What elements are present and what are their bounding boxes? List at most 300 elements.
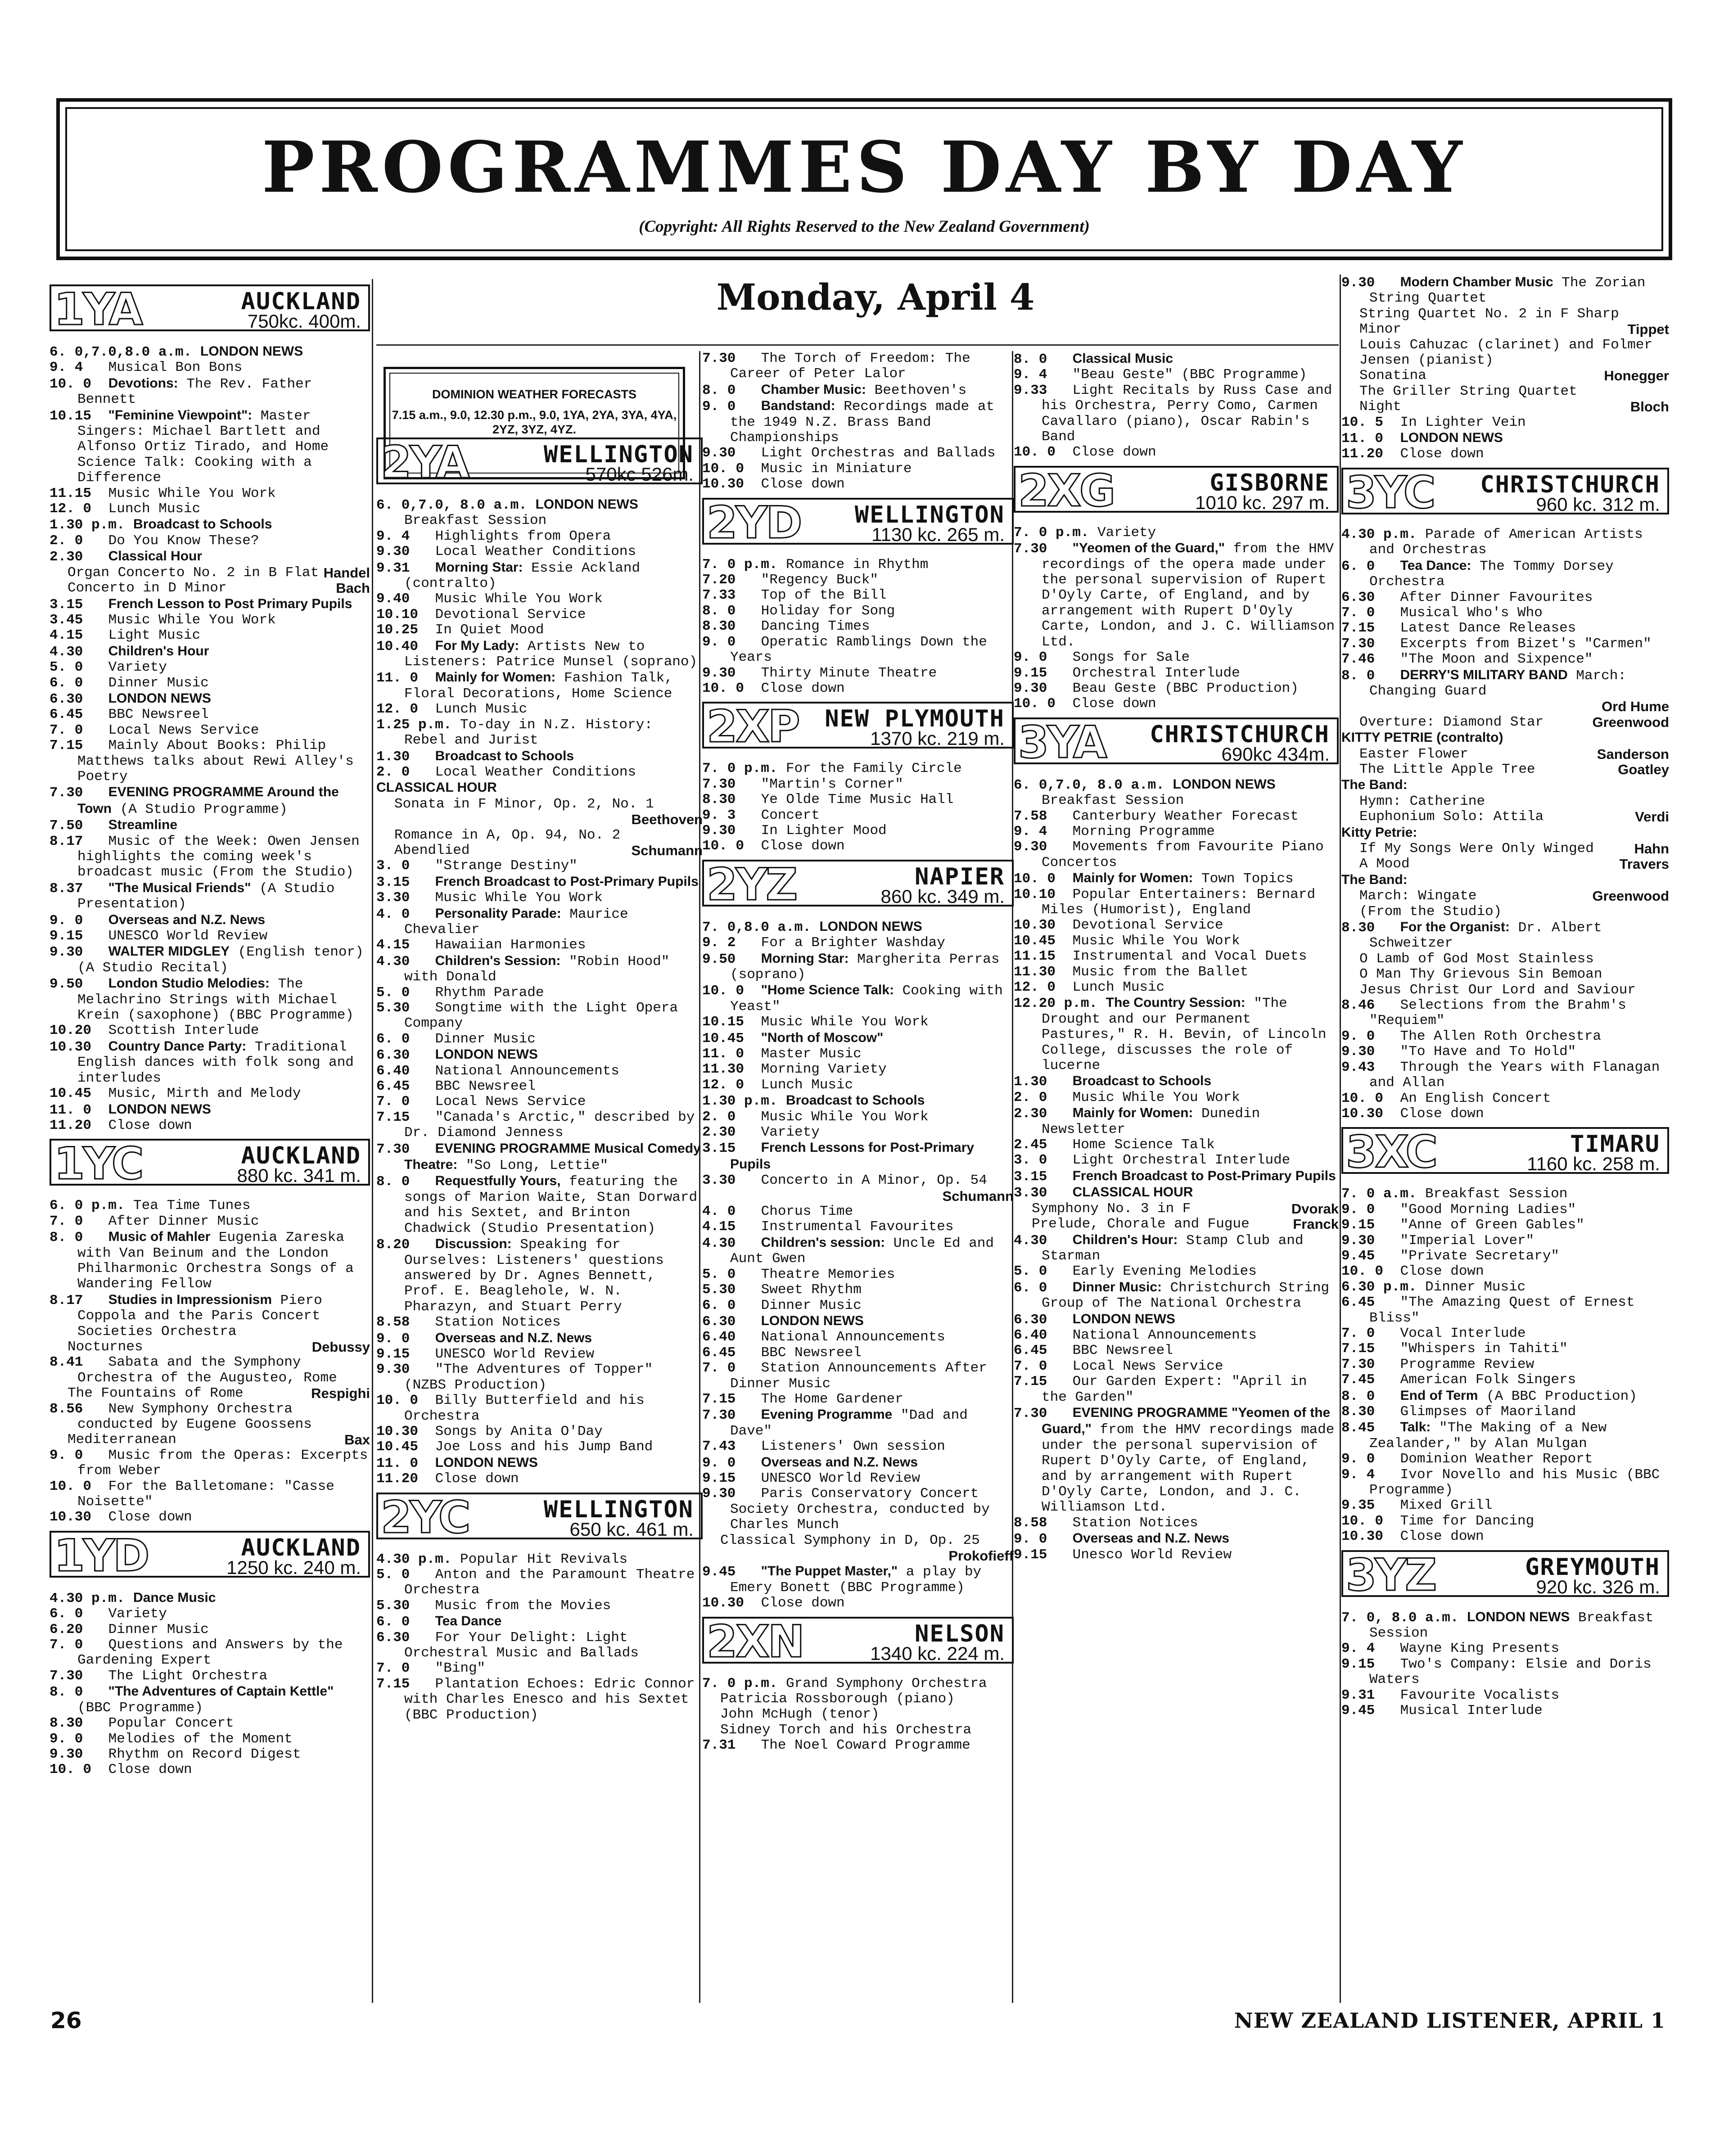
- programme-detail: [376, 828, 703, 859]
- programme-time: 8. 0: [1341, 668, 1375, 684]
- programme-entry: [1014, 934, 1339, 949]
- station-call-sign: 2YC: [381, 1492, 469, 1543]
- programme-title: DERRY'S MILITARY BAND: [1400, 667, 1568, 682]
- programme-text: For Your Delight: Light Orchestral Music and Ballads: [404, 1629, 639, 1661]
- programme-entry: [50, 1448, 370, 1479]
- programme-text: Concerto in A Minor, Op. 54: [761, 1173, 987, 1189]
- programme-time: 8. 0: [702, 382, 736, 398]
- programme-text: Music While You Work: [435, 591, 603, 607]
- programme-time: 8.30: [702, 618, 736, 635]
- programme-entry: [1341, 730, 1669, 746]
- programme-title: "The Puppet Master,": [761, 1564, 898, 1579]
- programme-text: Dinner Music: [435, 1031, 536, 1047]
- programme-entry: [50, 1086, 370, 1101]
- programme-text: Dinner Music: [108, 1621, 209, 1637]
- programme-entry: [376, 1001, 703, 1032]
- programme-entry: [376, 607, 703, 622]
- programme-entry: [376, 1455, 703, 1471]
- station-city: GISBORNE: [1209, 469, 1330, 496]
- programme-text: Cooking with Yeast": [730, 983, 1003, 1015]
- programme-text: Ivor Novello and his Music (BBC Programme): [1369, 1466, 1660, 1498]
- station-header: [1341, 466, 1669, 518]
- programme-time: 2.30: [702, 1124, 736, 1141]
- programme-time: 9. 4: [376, 528, 410, 544]
- programme-entry: [376, 1141, 703, 1174]
- programme-time: 7. 0: [50, 1637, 83, 1653]
- programme-entry: [702, 1676, 1014, 1691]
- programme-text: Music While You Work: [435, 890, 603, 906]
- detail-text: Concerto in D Minor: [68, 580, 227, 596]
- programme-title: Classical Hour: [108, 549, 203, 564]
- programme-entry: [702, 1093, 1014, 1109]
- programme-time: 8. 0: [50, 1684, 83, 1700]
- programme-entry: [50, 723, 370, 738]
- programme-entry: [50, 644, 370, 660]
- programme-text: "To Have and To Hold": [1400, 1044, 1576, 1060]
- programme-time: 10. 0: [1014, 444, 1056, 460]
- composer-name: Goatley: [1618, 761, 1669, 777]
- programme-title: LONDON NEWS: [761, 1313, 864, 1328]
- programme-entry: [1014, 1153, 1339, 1168]
- programme-entry: [50, 929, 370, 944]
- programme-entry: [702, 351, 1014, 382]
- programme-time: 4.30 p.m.: [50, 1590, 125, 1606]
- programme-text: Musical Who's Who: [1400, 604, 1543, 621]
- programme-entry: [376, 1064, 703, 1079]
- programme-text: Musical Bon Bons: [108, 360, 243, 376]
- column-rule: [372, 279, 373, 2003]
- programme-entry: [1341, 1420, 1669, 1452]
- programme-detail: [1341, 368, 1669, 383]
- programme-entry: [1014, 1328, 1339, 1343]
- programme-time: 4.30: [1014, 1232, 1047, 1249]
- programme-time: 7. 0, 8.0 a.m.: [1341, 1610, 1459, 1626]
- programme-detail: [1341, 809, 1669, 825]
- programme-title: LONDON NEWS: [435, 1455, 538, 1470]
- programme-time: 8. 0: [1341, 1388, 1375, 1404]
- programme-detail: [702, 1707, 1014, 1722]
- programme-text: Morning Programme: [1072, 823, 1215, 839]
- programme-entry: [376, 622, 703, 638]
- programme-text: Songs by Anita O'Day: [435, 1423, 603, 1439]
- programme-title: Chamber Music:: [761, 382, 866, 397]
- programme-title: Personality Parade:: [435, 906, 561, 921]
- programme-time: 6. 0: [702, 1297, 736, 1313]
- detail-text: Symphony No. 3 in F: [1032, 1200, 1191, 1217]
- programme-entry: [1014, 1516, 1339, 1531]
- programme-time: 6.30: [702, 1313, 736, 1330]
- programme-entry: [1014, 1531, 1339, 1547]
- programme-time: 7.30: [50, 1668, 83, 1684]
- programme-time: 10.30: [50, 1039, 92, 1055]
- programme-title: Mainly for Women:: [1072, 1105, 1193, 1121]
- programme-text: Paris Conservatory Concert Society Orchestra, conducted by Charles Munch: [730, 1486, 990, 1533]
- programme-entry: [1341, 1688, 1669, 1703]
- programme-time: 10.30: [702, 476, 745, 492]
- programme-text: Songtime with the Light Opera Company: [404, 1000, 678, 1032]
- programme-text: Wayne King Presents: [1400, 1641, 1560, 1657]
- programme-text: Close down: [108, 1762, 192, 1778]
- programme-text: Listeners' Own session: [761, 1439, 945, 1455]
- programme-text: Close down: [435, 1471, 519, 1487]
- programme-title: Country Dance Party:: [108, 1038, 247, 1054]
- programme-text: Rhythm on Record Digest: [108, 1746, 301, 1762]
- programme-time: 7.15: [702, 1391, 736, 1407]
- programme-entry: [702, 461, 1014, 477]
- column-rule: [1340, 275, 1341, 2003]
- programme-time: 8.17: [50, 1292, 83, 1308]
- programme-entry: [1341, 1280, 1669, 1295]
- programme-time: 7. 0: [1341, 1325, 1375, 1341]
- programme-time: 6. 0: [50, 675, 83, 691]
- programme-title: French Lessons for Post-Primary Pupils: [730, 1140, 975, 1172]
- programme-title: Overseas and N.Z. News: [435, 1330, 592, 1345]
- programme-text: "The Drought and our Permanent Pastures," R. H. Bevin, of Lincoln College, discusses the role of lucerne: [1042, 996, 1327, 1074]
- station-city: AUCKLAND: [241, 1142, 361, 1170]
- programme-time: 8.58: [376, 1314, 410, 1331]
- station-call-sign: 1YD: [54, 1530, 148, 1582]
- programme-time: 9. 4: [1014, 367, 1047, 383]
- programme-time: 12. 0: [376, 701, 419, 717]
- programme-title: Studies in Impressionism: [108, 1292, 272, 1307]
- programme-time: 3.15: [1014, 1168, 1047, 1185]
- station-frequency: 860 kc. 349 m.: [880, 885, 1005, 907]
- programme-title: LONDON NEWS: [108, 1101, 211, 1117]
- programme-time: 7.45: [1341, 1372, 1375, 1388]
- programme-entry: [50, 707, 370, 722]
- programme-entry: [50, 785, 370, 817]
- programme-text: National Announcements: [1072, 1327, 1257, 1343]
- programme-time: 6.20: [50, 1621, 83, 1637]
- programme-text: Early Evening Melodies: [1072, 1263, 1257, 1280]
- station-frequency: 750kc. 400m.: [247, 311, 361, 332]
- programme-entry: [50, 1118, 370, 1133]
- programme-entry: [50, 660, 370, 675]
- programme-time: 7. 0 p.m.: [702, 1675, 778, 1691]
- detail-text: Patricia Rossborough (piano): [720, 1691, 955, 1707]
- programme-time: 7.15: [1014, 1374, 1047, 1390]
- programme-entry: [376, 1079, 703, 1094]
- station-logo-box: [50, 284, 370, 335]
- station-call-sign: 1YA: [54, 284, 141, 335]
- programme-text: Variety: [1097, 524, 1156, 541]
- programme-time: 7. 0 p.m.: [702, 556, 778, 573]
- programme-entry: [702, 1471, 1014, 1486]
- programme-time: 7.50: [50, 818, 83, 834]
- programme-entry: [50, 1292, 370, 1340]
- programme-title: French Broadcast to Post-Primary Pupils: [1072, 1168, 1336, 1183]
- programme-entry: [1014, 965, 1339, 980]
- programme-time: 7.31: [702, 1737, 736, 1754]
- programme-time: 9.45: [1341, 1703, 1375, 1719]
- programme-entry: [702, 1392, 1014, 1407]
- programme-time: 8. 0: [702, 603, 736, 619]
- programme-entry: [702, 666, 1014, 681]
- programme-time: 7. 0 p.m.: [702, 761, 778, 777]
- programme-entry: [1341, 558, 1669, 590]
- programme-text: Variety: [761, 1124, 820, 1141]
- programme-text: The Zorian String Quartet: [1369, 275, 1646, 307]
- programme-entry: [376, 1110, 703, 1141]
- programme-entry: [702, 681, 1014, 696]
- programme-title: Overseas and N.Z. News: [761, 1454, 918, 1470]
- station-header: [376, 1491, 703, 1543]
- programme-time: 9.30: [702, 822, 736, 839]
- programme-time: 3.15: [50, 596, 83, 613]
- programme-text: "Private Secretary": [1400, 1248, 1560, 1264]
- programme-text: Favourite Vocalists: [1400, 1687, 1560, 1703]
- programme-detail: [50, 1432, 370, 1448]
- programme-time: 8.37: [50, 880, 83, 897]
- programme-entry: [50, 1229, 370, 1292]
- programme-title: Mainly for Women:: [435, 670, 556, 685]
- programme-text: Light Orchestras and Ballads: [761, 445, 996, 461]
- programme-time: 7.30: [50, 785, 83, 801]
- programme-entry: [376, 1236, 703, 1315]
- programme-text: Lunch Music: [1072, 979, 1165, 995]
- programme-entry: [702, 823, 1014, 839]
- programme-text: For a Brighter Washday: [761, 935, 945, 951]
- programme-time: 9. 0: [1014, 1531, 1047, 1547]
- programme-entry: [702, 619, 1014, 634]
- programme-entry: [50, 1214, 370, 1229]
- programme-time: 6. 0,7.0, 8.0 a.m.: [1014, 777, 1164, 793]
- programme-text: Plantation Echoes: Edric Connor with Charles Enesco and his Sextet (BBC Production): [404, 1676, 695, 1723]
- programme-time: 6. 0: [1014, 1280, 1047, 1296]
- programme-detail: [50, 565, 370, 581]
- programme-text: Close down: [108, 1117, 192, 1133]
- programme-text: The Torch of Freedom: The Career of Peter Lalor: [730, 351, 970, 382]
- programme-time: 7. 0: [376, 1094, 410, 1110]
- programme-time: 8. 0: [376, 1174, 410, 1190]
- programme-text: Dr. Albert Schweitzer: [1369, 920, 1602, 952]
- programme-entry: [376, 1552, 703, 1567]
- programme-entry: [50, 1606, 370, 1622]
- programme-time: 9.15: [50, 928, 83, 944]
- programme-text: Essie Ackland (contralto): [404, 560, 641, 592]
- station-call-sign: 3XC: [1346, 1127, 1436, 1178]
- programme-text: National Announcements: [761, 1329, 945, 1345]
- programme-title: Kitty Petrie:: [1341, 825, 1417, 840]
- programme-entry: [376, 874, 703, 890]
- programme-title: Broadcast to Schools: [435, 748, 574, 763]
- programme-text: Popular Hit Revivals: [460, 1551, 628, 1567]
- programme-entry: [376, 953, 703, 985]
- programme-detail: [1341, 699, 1669, 714]
- programme-title: Dance Music: [133, 1590, 216, 1605]
- programme-title: Overseas and N.Z. News: [1072, 1531, 1230, 1546]
- programme-time: 9.30: [1341, 1232, 1375, 1249]
- station-call-sign: 2YZ: [707, 859, 796, 911]
- programme-title: French Broadcast to Post-Primary Pupils: [435, 874, 699, 889]
- programme-time: 7.43: [702, 1439, 736, 1455]
- programme-text: Speaking for Ourselves: Listeners' questions answered by Dr. Agnes Bennett, Prof. E. Beaglehole, W. N. Pharazyn, and Stuart Perry: [404, 1237, 664, 1315]
- station-call-sign: 3YA: [1018, 717, 1106, 768]
- programme-text: Songs for Sale: [1072, 650, 1190, 666]
- detail-text: Night: [1359, 399, 1402, 415]
- programme-time: 10. 5: [1341, 414, 1384, 430]
- programme-time: 10.30: [1014, 917, 1056, 934]
- programme-detail: [1341, 715, 1669, 730]
- programme-entry: [1341, 621, 1669, 636]
- detail-text: John McHugh (tenor): [720, 1706, 880, 1723]
- programme-text: Music While You Work: [108, 612, 276, 628]
- detail-text: Sonatina: [1359, 368, 1426, 384]
- programme-detail: [1341, 889, 1669, 904]
- programme-entry: [1341, 1452, 1669, 1467]
- banner-inner-border: [65, 107, 1663, 251]
- page-title: PROGRAMMES DAY BY DAY: [262, 126, 1467, 208]
- detail-text: Prelude, Chorale and Fugue: [1032, 1216, 1250, 1232]
- programme-entry: [1014, 1405, 1339, 1516]
- programme-entry: [376, 529, 703, 544]
- programme-text: Sweet Rhythm: [761, 1282, 862, 1298]
- programme-entry: [702, 761, 1014, 776]
- programme-text: Station Notices: [1072, 1515, 1198, 1531]
- station-frequency: 1370 kc. 219 m.: [870, 728, 1005, 749]
- programme-title: Discussion:: [435, 1236, 512, 1252]
- programme-title: Talk:: [1400, 1420, 1431, 1435]
- programme-entry: [1014, 980, 1339, 995]
- programme-time: 11. 0: [702, 1046, 745, 1062]
- programme-text: The Allen Roth Orchestra: [1400, 1028, 1602, 1044]
- programme-text: Breakfast Session: [1042, 793, 1184, 809]
- programme-time: 6.30: [1341, 589, 1375, 605]
- programme-time: 9. 0: [702, 634, 736, 650]
- programme-time: 10. 0: [1341, 1090, 1384, 1106]
- programme-title: LONDON NEWS: [1072, 1311, 1175, 1326]
- programme-time: 6. 0,7.0,8.0 a.m.: [50, 344, 192, 360]
- programme-entry: [1341, 1514, 1669, 1529]
- programme-entry: [50, 501, 370, 517]
- detail-text: If My Songs Were Only Winged: [1359, 841, 1594, 857]
- programme-time: 7.15: [1341, 620, 1375, 636]
- weather-times: 7.15 a.m., 9.0, 12.30 p.m., 9.0, 1YA, 2YA, 3YA, 4YA, 2YZ, 3YZ, 4YZ.: [392, 408, 677, 436]
- composer-name: Bloch: [1630, 399, 1669, 415]
- programme-entry: [376, 985, 703, 1001]
- programme-time: 5. 0: [1014, 1263, 1047, 1280]
- programme-text: Do You Know These?: [108, 532, 259, 549]
- composer-name: Sanderson: [1597, 746, 1669, 762]
- programme-text: Scottish Interlude: [108, 1023, 259, 1039]
- programme-entry: [50, 1762, 370, 1777]
- programme-entry: [50, 376, 370, 408]
- programme-entry: [702, 1015, 1014, 1030]
- day-title-rule: [376, 344, 1339, 346]
- programme-entry: [1341, 447, 1669, 462]
- programme-entry: [50, 1716, 370, 1731]
- programme-text: Music While You Work: [1072, 933, 1240, 949]
- programme-entry: [50, 944, 370, 976]
- programme-time: 9. 4: [1341, 1466, 1375, 1483]
- detail-text: Louis Cahuzac (clarinet) and Folmer Jensen (pianist): [1359, 337, 1653, 369]
- programme-entry: [1014, 1073, 1339, 1090]
- programme-detail: [50, 1340, 370, 1355]
- column-2: [376, 432, 703, 2156]
- programme-text: Dominion Weather Report: [1400, 1451, 1593, 1467]
- programme-entry: [1014, 777, 1339, 809]
- programme-entry: [702, 1078, 1014, 1093]
- programme-title: KITTY PETRIE (contralto): [1341, 730, 1503, 745]
- programme-title: Broadcast to Schools: [1072, 1073, 1212, 1089]
- programme-entry: [1341, 1388, 1669, 1404]
- programme-title: For the Organist:: [1400, 920, 1510, 935]
- programme-text: Close down: [761, 838, 845, 854]
- programme-entry: [702, 1110, 1014, 1125]
- programme-time: 11.20: [1341, 446, 1384, 462]
- programme-text: Margherita Perras (soprano): [730, 951, 1000, 983]
- programme-entry: [1341, 430, 1669, 447]
- programme-entry: [50, 1402, 370, 1433]
- programme-title: Tea Dance:: [1400, 558, 1471, 573]
- programme-time: 11.30: [1014, 964, 1056, 980]
- station-frequency: 650 kc. 461 m.: [569, 1518, 694, 1540]
- programme-text: Beethoven's: [874, 382, 967, 398]
- programme-text: Joe Loss and his Jump Band: [435, 1439, 653, 1455]
- programme-entry: [702, 1596, 1014, 1611]
- programme-text: Rhythm Parade: [435, 984, 544, 1001]
- composer-name: Schumann: [631, 842, 703, 858]
- programme-text: Close down: [1400, 1105, 1484, 1122]
- programme-title: Children's Hour: [108, 643, 209, 659]
- detail-text: Organ Concerto No. 2 in B Flat: [68, 564, 319, 581]
- programme-text: Devotional Service: [435, 606, 586, 622]
- programme-time: 9. 0: [702, 1455, 736, 1471]
- station-frequency: 1250 kc. 240 m.: [226, 1556, 361, 1578]
- programme-entry: [50, 1637, 370, 1669]
- station-logo-box: [1341, 1127, 1669, 1178]
- programme-text: Music of the Week: Owen Jensen highlights the coming week's broadcast music (From the Studio): [77, 833, 360, 880]
- programme-entry: [1014, 351, 1339, 367]
- day-title: Monday, April 4: [716, 276, 1035, 318]
- programme-entry: [376, 1331, 703, 1347]
- programme-entry: [1341, 605, 1669, 621]
- programme-entry: [376, 560, 703, 592]
- programme-entry: [702, 446, 1014, 461]
- station-logo-box: [1341, 467, 1669, 519]
- programme-text: "Strange Destiny": [435, 858, 578, 874]
- station-frequency: 1340 kc. 224 m.: [870, 1642, 1005, 1664]
- programme-title: Requestfully Yours,: [435, 1173, 561, 1189]
- programme-entry: [1341, 920, 1669, 952]
- station-city: WELLINGTON: [543, 441, 694, 468]
- programme-detail: [702, 1189, 1014, 1204]
- programme-entry: [702, 1361, 1014, 1392]
- programme-title: LONDON NEWS: [1400, 430, 1503, 446]
- programme-time: 11. 0: [50, 1102, 92, 1118]
- programme-time: 4.30: [376, 953, 410, 970]
- programme-time: 9. 4: [1341, 1641, 1375, 1657]
- programme-entry: [376, 1362, 703, 1393]
- programme-time: 9. 4: [1014, 823, 1047, 839]
- programme-time: 6.30 p.m.: [1341, 1279, 1417, 1295]
- programme-text: Master Music: [761, 1046, 862, 1062]
- detail-text: Sidney Torch and his Orchestra: [720, 1722, 972, 1738]
- programme-time: 10.20: [50, 1023, 92, 1039]
- programme-entry: [1014, 1343, 1339, 1358]
- programme-entry: [1341, 998, 1669, 1029]
- programme-title: LONDON NEWS: [1173, 776, 1276, 792]
- programme-entry: [50, 912, 370, 929]
- programme-entry: [702, 1267, 1014, 1282]
- programme-text: Christchurch String Group of The National Orchestra: [1042, 1280, 1330, 1312]
- programme-text: Grand Symphony Orchestra: [786, 1675, 987, 1691]
- programme-entry: [50, 360, 370, 375]
- programme-text: Close down: [1400, 446, 1484, 462]
- programme-title: LONDON NEWS: [535, 497, 638, 512]
- programme-entry: [376, 890, 703, 906]
- composer-name: Tippet: [1627, 321, 1669, 338]
